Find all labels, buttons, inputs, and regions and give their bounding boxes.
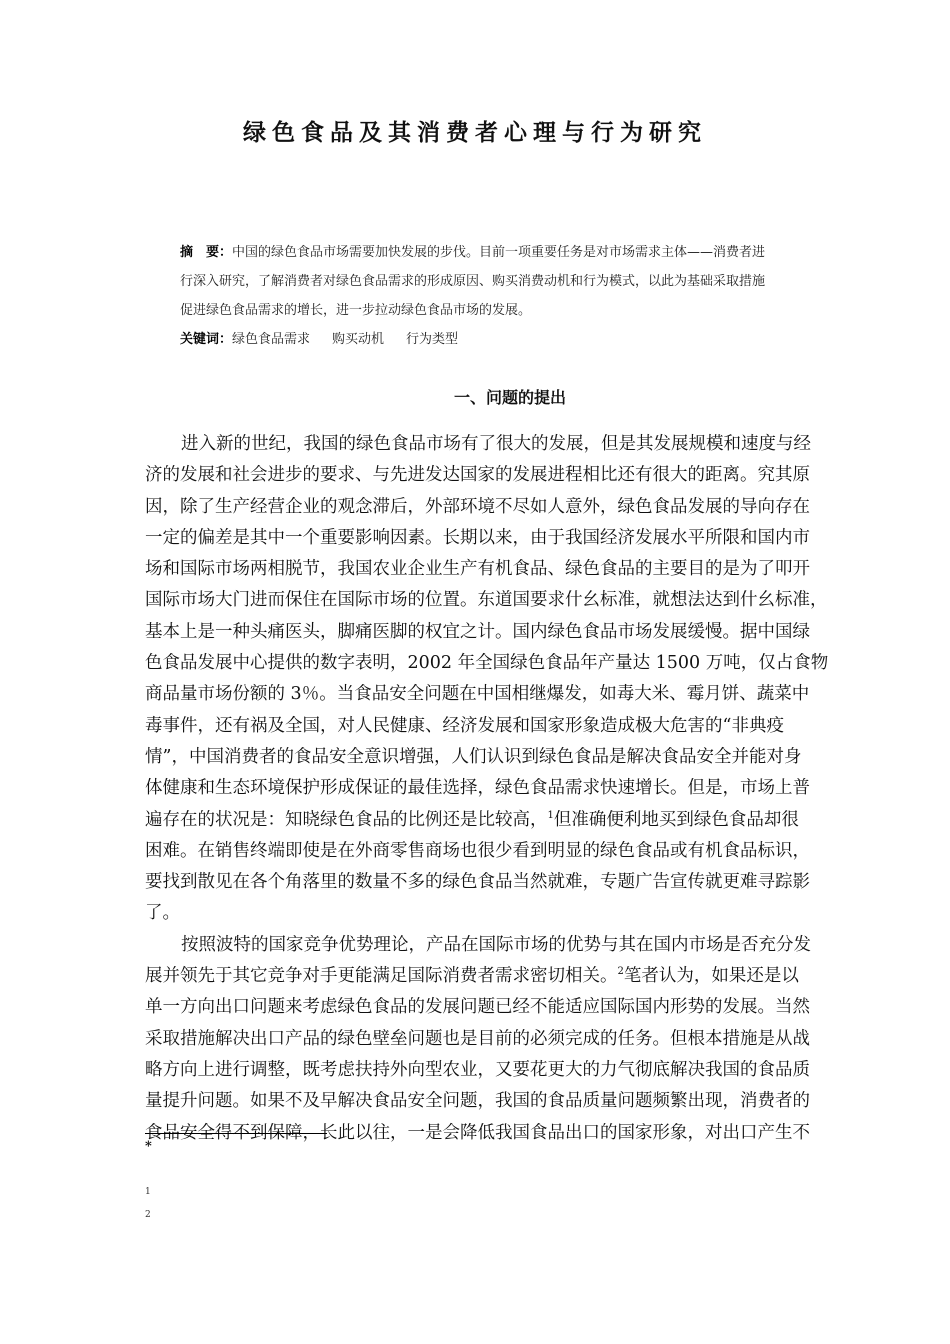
text-line: 商品量市场份额的 3％。当食品安全问题在中国相继爆发，如毒大米、霉月饼、蔬菜中 bbox=[145, 684, 810, 705]
text-line: 因，除了生产经营企业的观念滞后，外部环境不尽如人意外，绿色食品发展的导向存在 bbox=[145, 496, 810, 517]
text-run: 但准确便利地买到绿色食品却很 bbox=[553, 809, 799, 830]
text-line: 国际市场大门进而保住在国际市场的位置。东道国要求什幺标准，就想法达到什幺标准， bbox=[145, 590, 828, 611]
text-line: 济的发展和社会进步的要求、与先进发达国家的发展进程相比还有很大的距离。究其原 bbox=[145, 465, 810, 486]
keywords-label: 关键词： bbox=[180, 332, 233, 347]
paragraph-1 bbox=[145, 429, 885, 930]
text-run: 遍存在的状况是：知晓绿色食品的比例还是比较高， bbox=[145, 809, 548, 830]
footnote-ref[interactable]: 2 bbox=[617, 966, 624, 978]
keyword: 绿色食品需求 bbox=[232, 332, 311, 347]
abstract-label: 摘 要： bbox=[180, 245, 233, 260]
keywords bbox=[180, 329, 830, 351]
abstract-line bbox=[180, 238, 830, 267]
text-line: 进入新的世纪，我国的绿色食品市场有了很大的发展，但是其发展规模和速度与经 bbox=[181, 434, 811, 454]
abstract-line: 行深入研究，了解消费者对绿色食品需求的形成原因、购买消费动机和行为模式，以此为基础采取措施 bbox=[180, 274, 766, 289]
paper-title: 绿色食品及其消费者心理与行为研究 bbox=[243, 119, 707, 146]
text-line: 基本上是一种头痛医头，脚痛医脚的权宜之计。国内绿色食品市场发展缓慢。据中国绿 bbox=[145, 621, 810, 642]
footnote-divider bbox=[145, 1133, 327, 1134]
text-line: 情”，中国消费者的食品安全意识增强，人们认识到绿色食品是解决食品安全并能对身 bbox=[145, 746, 802, 767]
text-run: 展并领先于其它竞争对手更能满足国际消费者需求密切相关。 bbox=[145, 966, 618, 987]
footnote-number: 2 bbox=[145, 1210, 151, 1220]
abstract-text: 中国的绿色食品市场需要加快发展的步伐。目前一项重要任务是对市场需求主体——消费者进 bbox=[232, 245, 766, 260]
text-line: 毒事件，还有祸及全国，对人民健康、经济发展和国家形象造成极大危害的“非典疫 bbox=[145, 715, 784, 736]
text-line: 按照波特的国家竞争优势理论，产品在国际市场的优势与其在国内市场是否充分发 bbox=[181, 934, 811, 955]
abstract-line: 促进绿色食品需求的增长，进一步拉动绿色食品市场的发展。 bbox=[180, 303, 532, 318]
abstract bbox=[180, 238, 830, 325]
text-line: 采取措施解决出口产品的绿色壁垒问题也是目前的必须完成的任务。但根本措施是从战 bbox=[145, 1028, 810, 1049]
text-line: 场和国际市场两相脱节，我国农业企业生产有机食品、绿色食品的主要目的是为了叩开 bbox=[145, 559, 810, 580]
text-line: 了。 bbox=[145, 903, 180, 924]
text-line: 单一方向出口问题来考虑绿色食品的发展问题已经不能适应国际国内形势的发展。当然 bbox=[145, 997, 810, 1018]
paragraph-2 bbox=[145, 930, 885, 1149]
keyword: 行为类型 bbox=[406, 332, 459, 347]
text-line: 量提升问题。如果不及早解决食品安全问题，我国的食品质量问题频繁出现，消费者的 bbox=[145, 1091, 810, 1112]
text-line bbox=[145, 961, 885, 992]
footnote-number: 1 bbox=[145, 1187, 151, 1197]
text-line: 体健康和生态环境保护形成保证的最佳选择，绿色食品需求快速增长。但是，市场上普 bbox=[145, 778, 810, 799]
text-run: 笔者认为，如果还是以 bbox=[623, 966, 799, 987]
text-line: 一定的偏差是其中一个重要影响因素。长期以来，由于我国经济发展水平所限和国内市 bbox=[145, 527, 810, 548]
text-line: 食品安全得不到保障，长此以往，一是会降低我国食品出口的国家形象，对出口产生不 bbox=[145, 1122, 810, 1143]
body-text bbox=[145, 429, 885, 1149]
text-line: 要找到散见在各个角落里的数量不多的绿色食品当然就难，专题广告宣传就更难寻踪影 bbox=[145, 872, 810, 893]
keyword: 购买动机 bbox=[332, 332, 385, 347]
footnote-star: * bbox=[145, 1139, 152, 1154]
text-line: 色食品发展中心提供的数字表明，2002 年全国绿色食品年产量达 1500 万吨，仅占食物 bbox=[145, 653, 829, 674]
text-line: 略方向上进行调整，既考虑扶持外向型农业，又要花更大的力气彻底解决我国的食品质 bbox=[145, 1059, 810, 1080]
section-heading: 一、问题的提出 bbox=[453, 388, 566, 407]
text-line: 困难。在销售终端即使是在外商零售商场也很少看到明显的绿色食品或有机食品标识， bbox=[145, 840, 810, 861]
footnote-ref[interactable]: 1 bbox=[547, 809, 554, 821]
text-line bbox=[145, 805, 885, 836]
